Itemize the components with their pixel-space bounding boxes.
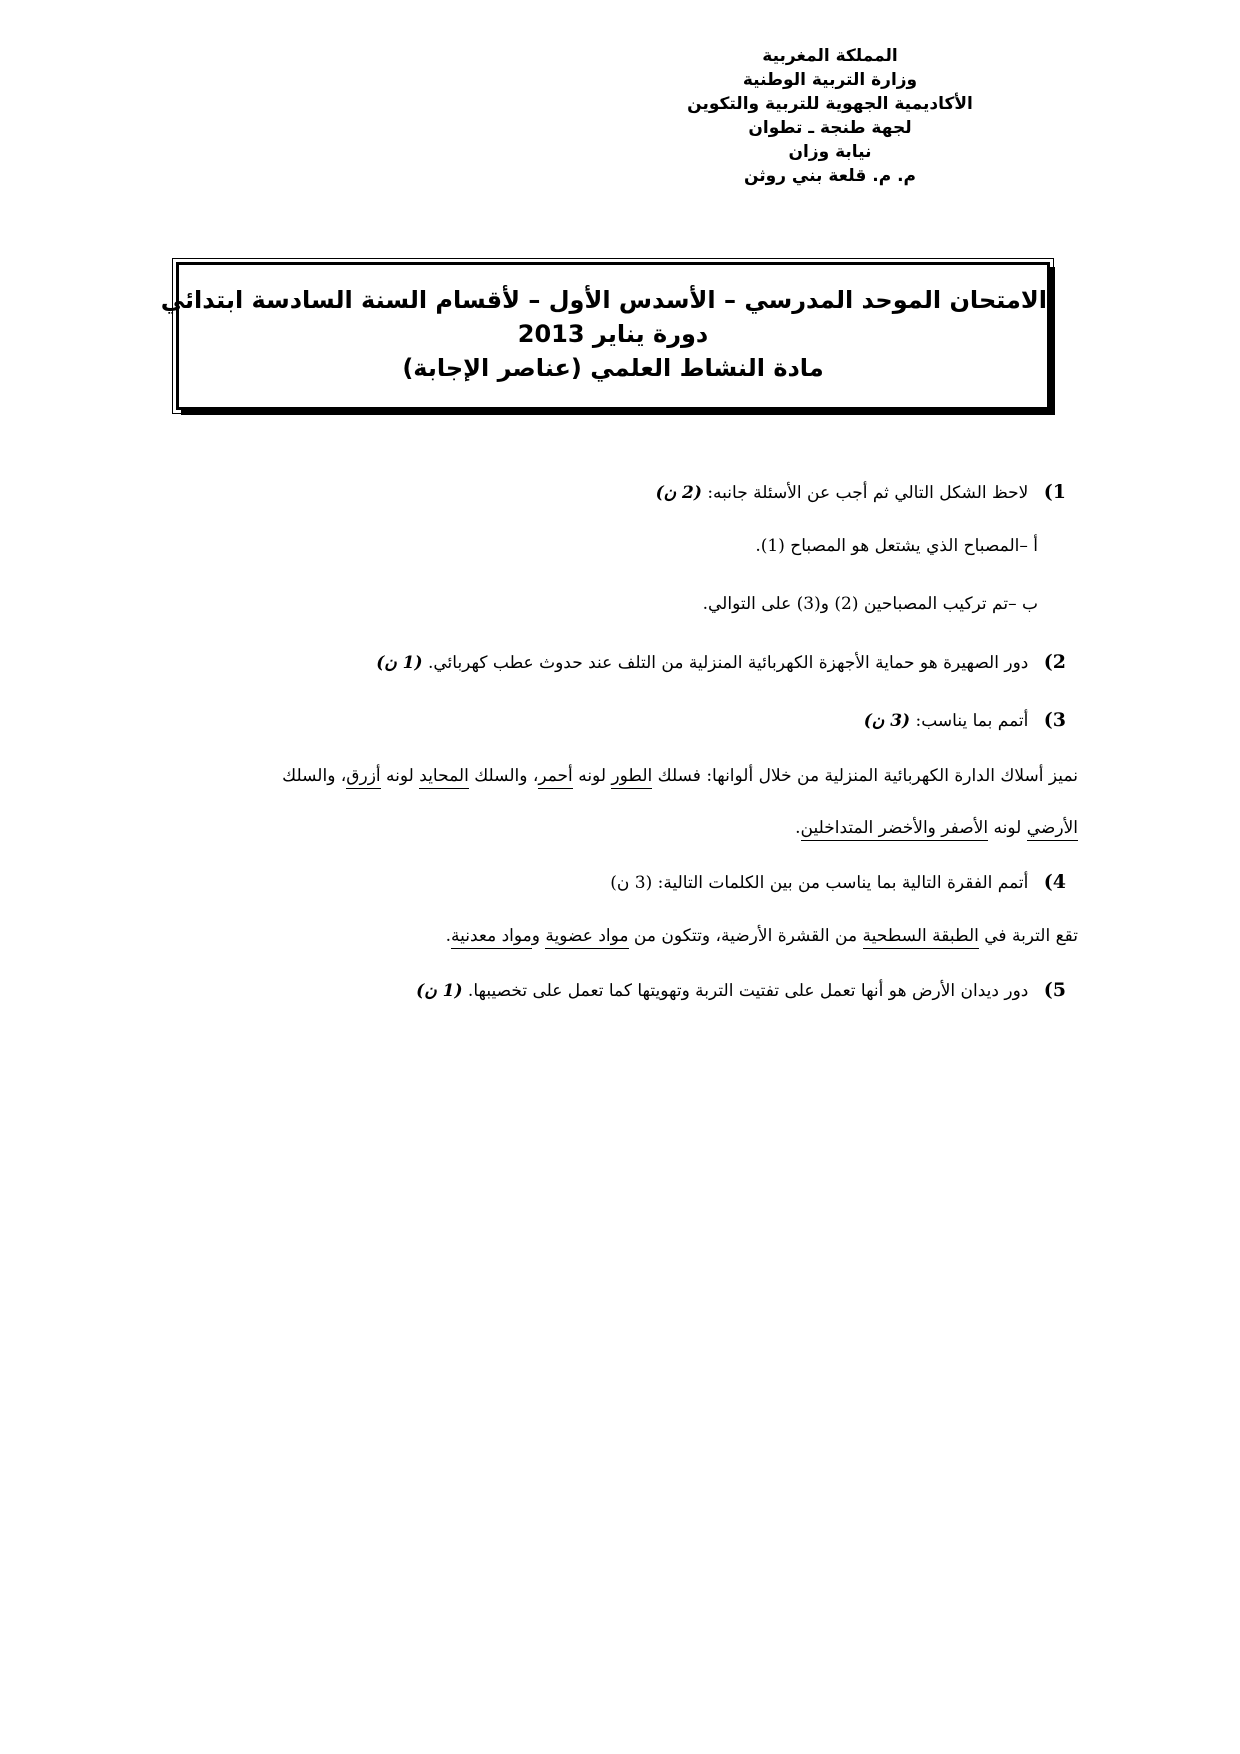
answer-text: لونه: [578, 766, 607, 786]
question-points: (3 ن): [863, 711, 911, 731]
filled-word-mineral: مواد معدنية: [451, 926, 532, 949]
filled-word-phase: الطور: [611, 766, 652, 789]
header-school: م. م. قلعة بني روثن: [743, 166, 917, 186]
header-kingdom: المملكة المغربية: [762, 46, 898, 66]
filled-word-yellow-green: الأصفر والأخضر المتداخلين: [801, 818, 989, 841]
answer-text: من القشرة الأرضية، وتتكون من: [633, 926, 858, 946]
exam-title-box: [160, 262, 1050, 410]
question-number: 1): [1043, 481, 1066, 503]
answer-text: ، والسلك: [474, 766, 539, 786]
answer-4: [188, 924, 1078, 948]
answer-text: ، والسلك: [282, 766, 347, 786]
question-1: [188, 480, 1066, 504]
question-number: 5): [1043, 979, 1066, 1001]
filled-word-ground: الأرضي: [1027, 818, 1078, 841]
question-text: دور ديدان الأرض هو أنها تعمل على تفتيت التربة وتهويتها كما تعمل على تخصيبها.: [467, 981, 1029, 1001]
answer-text: .: [795, 818, 801, 838]
question-number: 3): [1043, 709, 1066, 731]
question-5: [188, 978, 1066, 1002]
question-text: لاحظ الشكل التالي ثم أجب عن الأسئلة جانبه:: [707, 483, 1029, 503]
filled-word-organic: مواد عضوية: [545, 926, 628, 949]
question-points: (1 ن): [376, 653, 423, 673]
answer-text: لونه: [386, 766, 414, 786]
answer-1b: ب –تم تركيب المصباحين (2) و(3) على التوالي.: [702, 594, 1038, 614]
question-points: (1 ن): [416, 981, 463, 1001]
answer-text: نميز أسلاك الدارة الكهربائية المنزلية من خلال ألوانها: فسلك: [657, 766, 1078, 786]
filled-word-neutral: المحايد: [419, 766, 469, 789]
answer-text: لونه: [993, 818, 1022, 838]
question-4: [188, 870, 1066, 894]
filled-word-surface-layer: الطبقة السطحية: [863, 926, 979, 949]
exam-session: دورة يناير 2013: [517, 320, 709, 348]
answer-3-line2: [188, 816, 1078, 840]
header-delegation: نيابة وزان: [788, 142, 872, 162]
question-number: 2): [1043, 651, 1066, 673]
header-ministry: وزارة التربية الوطنية: [742, 70, 918, 90]
question-points: (3 ن): [610, 873, 653, 893]
answer-3-line1: [188, 764, 1078, 788]
header-academy: الأكاديمية الجهوية للتربية والتكوين: [687, 94, 973, 114]
exam-subject: مادة النشاط العلمي (عناصر الإجابة): [402, 354, 824, 382]
question-number: 4): [1043, 871, 1066, 893]
header-region: لجهة طنجة ـ تطوان: [748, 118, 912, 138]
question-3: [188, 708, 1066, 732]
exam-title: الامتحان الموحد المدرسي – الأسدس الأول – لأقسام السنة السادسة ابتدائي: [160, 286, 1047, 314]
question-points: (2 ن): [655, 483, 702, 503]
answer-content: [188, 468, 1078, 1002]
answer-text: .: [445, 926, 451, 946]
answer-1a: أ –المصباح الذي يشتعل هو المصباح (1).: [755, 536, 1038, 556]
question-2: [188, 650, 1066, 674]
answer-text: تقع التربة في: [984, 926, 1078, 946]
question-text: أتمم بما يناسب:: [915, 711, 1029, 731]
question-text: أتمم الفقرة التالية بما يناسب من بين الكلمات التالية:: [657, 873, 1029, 893]
question-text: دور الصهيرة هو حماية الأجهزة الكهربائية المنزلية من التلف عند حدوث عطب كهربائي.: [427, 653, 1029, 673]
school-header: [615, 44, 1045, 188]
filled-word-red: أحمر: [538, 766, 572, 789]
answer-text: و: [531, 926, 540, 946]
filled-word-blue: أزرق: [346, 766, 380, 789]
